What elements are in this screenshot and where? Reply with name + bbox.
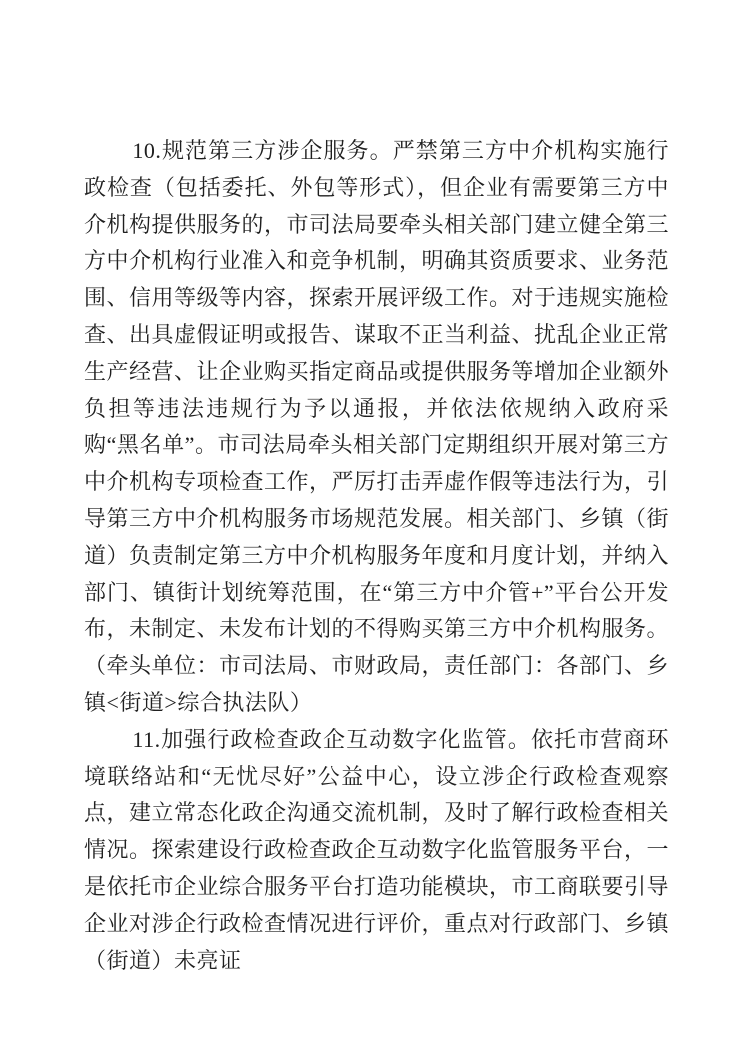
document-body bbox=[84, 133, 669, 979]
paragraph-item-10: 10.规范第三方涉企服务。严禁第三方中介机构实施行政检查（包括委托、外包等形式），但企业有需要第三方中介机构提供服务的，市司法局要牵头相关部门建立健全第三方中介机构行业准入和竞争机制，明确其资质要求、业务范围、信用等级等内容，探索开展评级工作。对于违规实施检查、出具虚假证明或报告、谋取不正当利益、扰乱企业正常生产经营、让企业购买指定商品或提供服务等增加企业额外负担等违法违规行为予以通报，并依法依规纳入政府采购“黑名单”。市司法局牵头相关部门定期组织开展对第三方中介机构专项检查工作，严厉打击弄虚作假等违法行为，引导第三方中介机构服务市场规范发展。相关部门、乡镇（街道）负责制定第三方中介机构服务年度和月度计划，并纳入部门、镇街计划统筹范围，在“第三方中介管+”平台公开发布，未制定、未发布计划的不得购买第三方中介机构服务。（牵头单位：市司法局、市财政局，责任部门：各部门、乡镇<街道>综合执法队） bbox=[84, 138, 670, 715]
paragraph-item-11: 11.加强行政检查政企互动数字化监管。依托市营商环境联络站和“无忧尽好”公益中心，设立涉企行政检查观察点，建立常态化政企沟通交流机制，及时了解行政检查相关情况。探索建设行政检查政企互动数字化监管服务平台，一是依托市企业综合服务平台打造功能模块，市工商联要引导企业对涉企行政检查情况进行评价，重点对行政部门、乡镇（街道）未亮证 bbox=[84, 726, 670, 973]
